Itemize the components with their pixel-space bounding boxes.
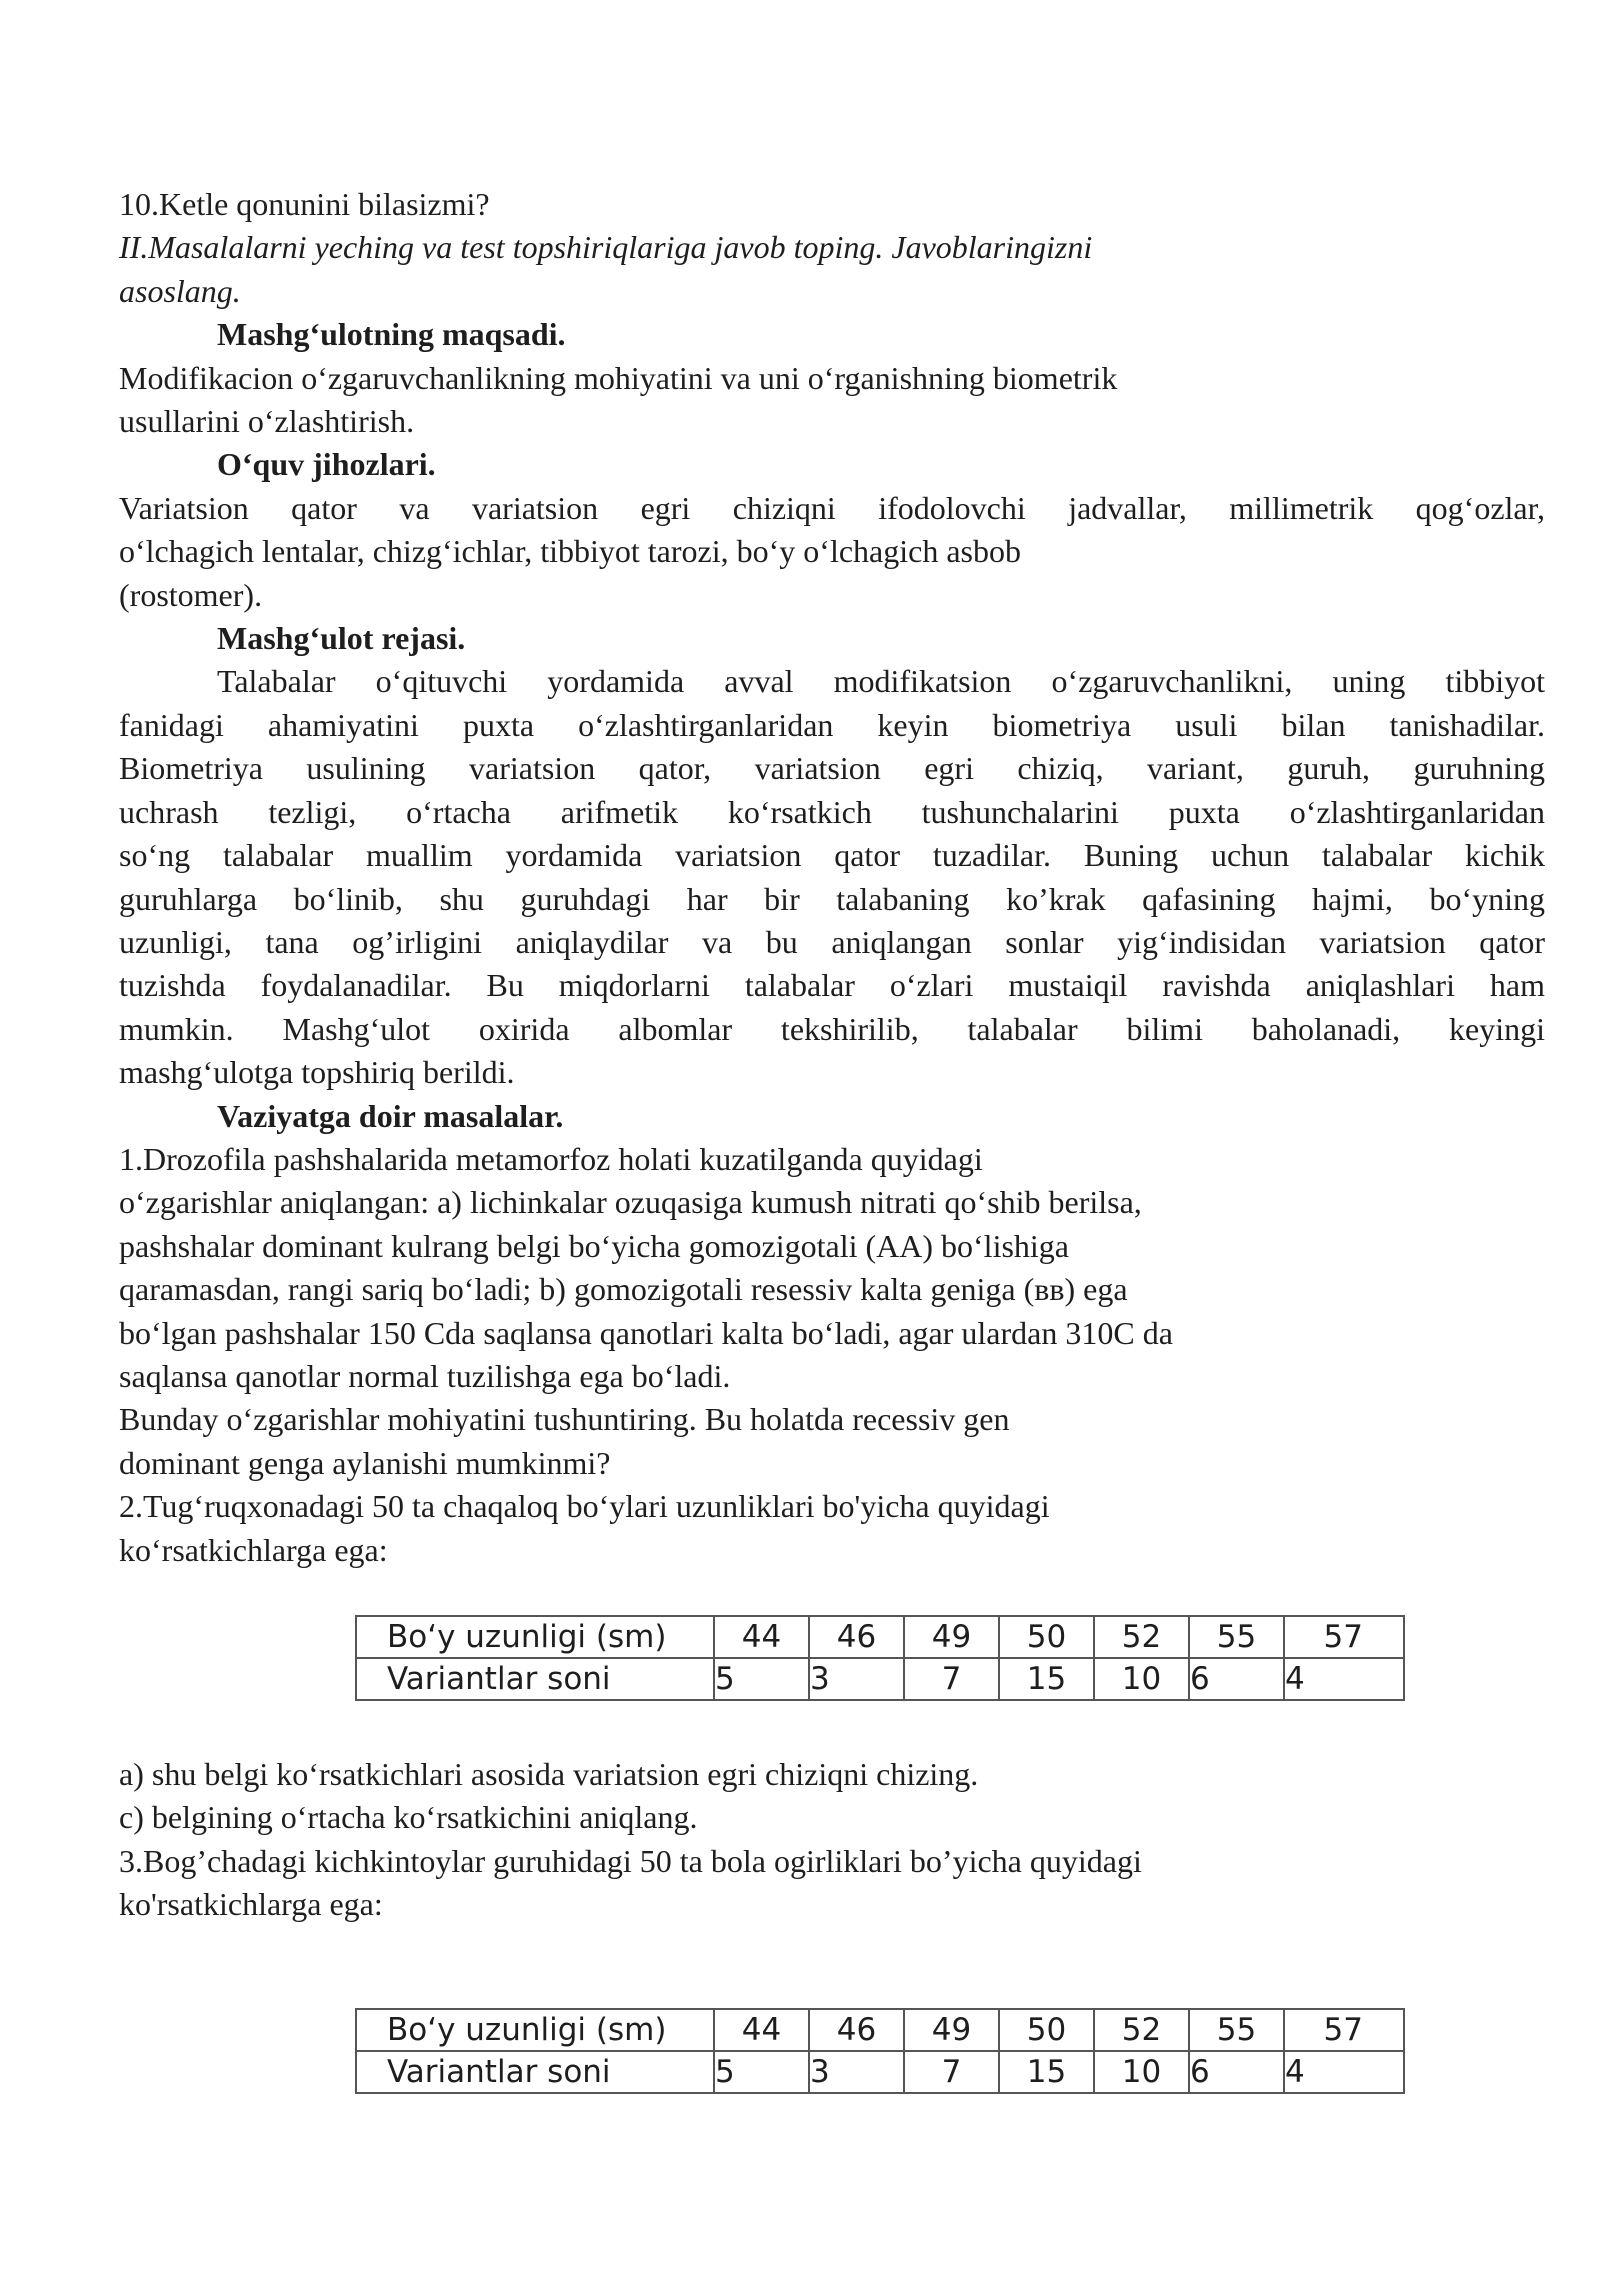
plan-line: Talabalar o‘qituvchi yordamida avval modifikatsion o‘zgaruvchanlikni, uning tibbiyot	[217, 663, 1545, 700]
plan-line-end: mashg‘ulotga topshiriq berildi.	[119, 1054, 515, 1091]
problem-3-line: ko'rsatkichlarga ega:	[119, 1886, 383, 1923]
table-cell: 4	[1284, 1658, 1404, 1700]
plan-line: tuzishda foydalanadilar. Bu miqdorlarni talabalar o‘zlari mustaiqil ravishda aniqlashlari ham	[119, 967, 1545, 1004]
table-row	[356, 1616, 1404, 1658]
plan-line: uchrash tezligi, o‘rtacha arifmetik ko‘rsatkich tushunchalarini puxta o‘zlashtirganlaridan	[119, 793, 1545, 830]
problem-2-line: 2.Tug‘ruqxonadagi 50 ta chaqaloq bo‘ylari uzunliklari bo'yicha quyidagi	[119, 1488, 1050, 1525]
table-problem-2	[355, 1615, 1403, 1701]
table-cell: 6	[1189, 2051, 1284, 2093]
table-cell: 57	[1284, 1616, 1404, 1658]
table-cell: 4	[1284, 2051, 1404, 2093]
text-block-top	[119, 183, 1545, 1572]
table-cell: 10	[1094, 1658, 1189, 1700]
variation-table	[355, 2008, 1405, 2094]
table-cell: 15	[999, 2051, 1094, 2093]
question-10: 10.Ketle qonunini bilasizmi?	[119, 186, 490, 222]
task-instruction: II.Masalalarni yeching va test topshiriqlariga javob toping. Javoblaringizni	[119, 229, 1093, 266]
goal-text: Modifikacion o‘zgaruvchanlikning mohiyatini va uni o‘rganishning biometrik	[119, 359, 1118, 396]
variation-table	[355, 1615, 1405, 1701]
table-row	[356, 2009, 1404, 2051]
table-cell: 7	[904, 2051, 999, 2093]
equipment-text-end: (rostomer).	[119, 576, 263, 613]
problem-1-question: dominant genga aylanishi mumkinmi?	[119, 1444, 611, 1481]
goal-text-cont: usullarini o‘zlashtirish.	[119, 403, 415, 440]
table-cell: 50	[999, 2009, 1094, 2051]
table-cell: 46	[809, 2009, 904, 2051]
plan-line: uzunligi, tana og’irligini aniqlaydilar va bu aniqlangan sonlar yig‘indisidan variatsion qator	[119, 923, 1545, 960]
task-instruction-cont: asoslang.	[119, 272, 241, 309]
row-label-count: Variantlar soni	[356, 1658, 714, 1700]
problem-1-line: saqlansa qanotlar normal tuzilishga ega bo‘ladi.	[119, 1357, 731, 1394]
plan-line: fanidagi ahamiyatini puxta o‘zlashtirganlaridan keyin biometriya usuli bilan tanishadilar.	[119, 706, 1545, 743]
equipment-text: Variatsion qator va variatsion egri chiziqni ifodolovchi jadvallar, millimetrik qog‘ozlar,	[119, 489, 1545, 526]
table-cell: 44	[714, 1616, 809, 1658]
plan-line: so‘ng talabalar muallim yordamida variatsion qator tuzadilar. Buning uchun talabalar kichik	[119, 837, 1545, 874]
problem-1-line: o‘zgarishlar aniqlangan: a) lichinkalar ozuqasiga kumush nitrati qo‘shib berilsa,	[119, 1184, 1142, 1221]
table-cell: 55	[1189, 2009, 1284, 2051]
plan-line: Biometriya usulining variatsion qator, variatsion egri chiziq, variant, guruh, guruhning	[119, 750, 1545, 787]
heading-equipment: O‘quv jihozlari.	[217, 446, 436, 483]
table-cell: 49	[904, 2009, 999, 2051]
table-cell: 6	[1189, 1658, 1284, 1700]
row-label-count: Variantlar soni	[356, 2051, 714, 2093]
plan-line: mumkin. Mashg‘ulot oxirida albomlar tekshirilib, talabalar bilimi baholanadi, keyingi	[119, 1010, 1545, 1047]
plan-line: guruhlarga bo‘linib, shu guruhdagi har bir talabaning ko’krak qafasining hajmi, bo‘yning	[119, 880, 1545, 917]
table-cell: 49	[904, 1616, 999, 1658]
problem-2-line: ko‘rsatkichlarga ega:	[119, 1531, 388, 1568]
task-c: c) belgining o‘rtacha ko‘rsatkichini aniqlang.	[119, 1799, 698, 1836]
table-cell: 44	[714, 2009, 809, 2051]
table-row	[356, 2051, 1404, 2093]
heading-plan: Mashg‘ulot rejasi.	[217, 620, 466, 657]
problem-1-line: qaramasdan, rangi sariq bo‘ladi; b) gomozigotali resessiv kalta geniga (вв) ega	[119, 1271, 1128, 1308]
table-cell: 3	[809, 2051, 904, 2093]
table-cell: 15	[999, 1658, 1094, 1700]
table-cell: 7	[904, 1658, 999, 1700]
equipment-text-cont: o‘lchagich lentalar, chizg‘ichlar, tibbiyot tarozi, bo‘y o‘lchagich asbob	[119, 533, 1021, 570]
problem-1-question: Bunday o‘zgarishlar mohiyatini tushuntiring. Bu holatda recessiv gen	[119, 1401, 1010, 1438]
table-cell: 5	[714, 1658, 809, 1700]
problem-1-line: 1.Drozofila pashshalarida metamorfoz holati kuzatilganda quyidagi	[119, 1140, 983, 1177]
table-problem-3	[355, 2008, 1403, 2094]
table-cell: 52	[1094, 2009, 1189, 2051]
row-label-height: Bo‘y uzunligi (sm)	[356, 1616, 714, 1658]
table-cell: 50	[999, 1616, 1094, 1658]
row-label-height: Bo‘y uzunligi (sm)	[356, 2009, 714, 2051]
table-row	[356, 1658, 1404, 1700]
table-cell: 10	[1094, 2051, 1189, 2093]
table-cell: 3	[809, 1658, 904, 1700]
problem-3-line: 3.Bog’chadagi kichkintoylar guruhidagi 50 ta bola ogirliklari bo’yicha quyidagi	[119, 1842, 1142, 1879]
problem-1-line: pashshalar dominant kulrang belgi bo‘yicha gomozigotali (AA) bo‘lishiga	[119, 1227, 1069, 1264]
table-cell: 5	[714, 2051, 809, 2093]
table-cell: 46	[809, 1616, 904, 1658]
problem-1-line: bo‘lgan pashshalar 150 Cda saqlansa qanotlari kalta bo‘ladi, agar ulardan 310C da	[119, 1314, 1173, 1351]
task-a: a) shu belgi ko‘rsatkichlari asosida variatsion egri chiziqni chizing.	[119, 1756, 979, 1792]
document-body	[119, 183, 1545, 1572]
table-cell: 55	[1189, 1616, 1284, 1658]
text-block-mid	[119, 1753, 1545, 1927]
heading-goal: Mashg‘ulotning maqsadi.	[217, 316, 566, 353]
heading-problems: Vaziyatga doir masalalar.	[217, 1097, 564, 1134]
table-cell: 52	[1094, 1616, 1189, 1658]
table-cell: 57	[1284, 2009, 1404, 2051]
